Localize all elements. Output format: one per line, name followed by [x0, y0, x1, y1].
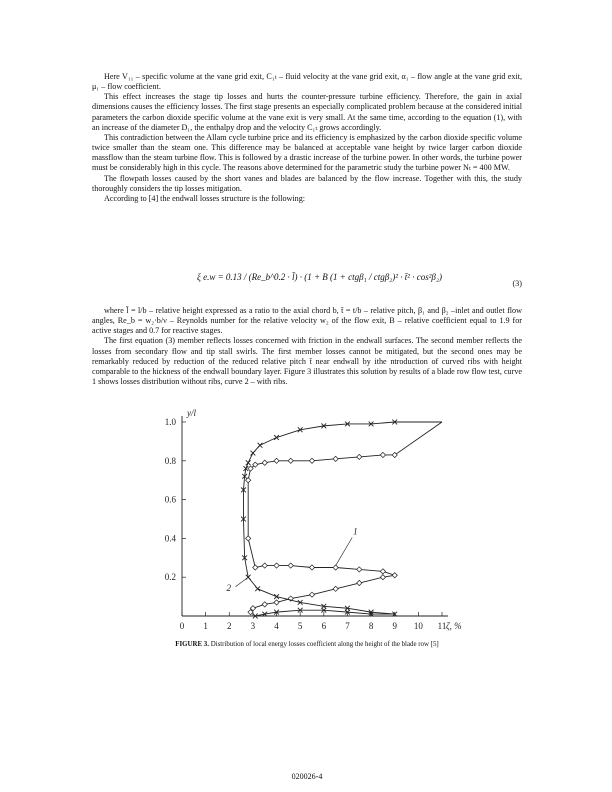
loss-distribution-chart	[150, 404, 462, 644]
paragraph: This effect increases the stage tip losses and hurts the counter-pressure turbine efficiency. Therefore, the gain in axial dimensions causes the efficiency losses. The first stage presents an especially complicated problem because at the considered initial parameters the carbon dioxide specific volume at the vane exit is very small. At the same time, according to the equation (1), with an increase of the diameter D₁, the enthalpy drop and the velocity C₁ₜ grows accordingly.	[92, 92, 522, 132]
figure-caption-text: Distribution of local energy losses coefficient along the height of the blade row [5]	[208, 641, 439, 648]
series-1-point	[274, 458, 279, 463]
paragraph: The first equation (3) member reflects losses concerned with friction in the endwall surfaces. The second member reflects the losses from secondary flow and tip stall swirls. The first member losses cannot be mitigated, but the second ones may be remarkably reduced by reduction of the reduced relative pitch t̄ near endwall by ithe ntroduction of curved ribs with height comparable to the hickness of the endwall boundary layer. Figure 3 illustrates this solution by results of a blade row flow test, curve 1 shows losses distribution without ribs, curve 2 – with ribs.	[92, 336, 522, 387]
series-1-point	[357, 580, 362, 585]
series-1-point	[333, 565, 338, 570]
paragraph: According to [4] the endwall losses structure is the following:	[104, 193, 306, 203]
series-1-point	[380, 452, 385, 457]
y-tick-label: 0.2	[164, 572, 176, 583]
series-2-point	[255, 586, 260, 591]
series-1-point	[253, 565, 258, 570]
x-tick-label: 1	[203, 621, 208, 631]
x-tick-label: 2	[227, 621, 232, 631]
curve-2-leader	[235, 577, 248, 587]
figure-caption	[92, 641, 522, 648]
x-tick-label: 7	[345, 621, 350, 631]
curve-1-leader	[336, 538, 353, 566]
paragraph: The flowpath losses caused by the short vanes and blades are balanced by the flow increase. Together with this, the study thoroughly considers the tip losses mitigation.	[92, 173, 522, 193]
x-tick-label: 4	[274, 621, 279, 631]
x-tick-label: 11	[437, 621, 447, 631]
series-1-point	[357, 567, 362, 572]
x-axis-label: ζ, %	[446, 621, 462, 631]
y-tick-label: 1.0	[164, 417, 176, 427]
series-2-point	[251, 451, 256, 456]
equation-number: (3)	[512, 279, 522, 288]
series-1-point	[333, 456, 338, 461]
figure-caption-label: FIGURE 3.	[175, 641, 209, 648]
series-1-point	[262, 602, 267, 607]
paragraph: where l̄ = l/b – relative height expressed as a ratio to the axial chord b, t̄ = t/b – relative pitch, β₁ and β₂ –inlet and outlet flow angles, Re_b = w₂·b/ν – Reynolds number for the relative velocity w₂ of the flow exit, B – relative coefficient equal to 1.9 for active stages and 0.7 for reactive stages.	[92, 306, 522, 336]
x-tick-label: 8	[368, 621, 374, 631]
x-tick-label: 0	[179, 621, 185, 631]
body-text-top	[92, 72, 522, 204]
series-1-point	[274, 563, 279, 568]
page-number: 020026-4	[291, 772, 323, 781]
series-1-point	[246, 536, 251, 541]
series-1-line	[248, 422, 442, 612]
paragraph: Here V₁₁ – specific volume at the vane grid exit, C₁ₜ – fluid velocity at the vane grid exit, α₁ – flow angle at the vane grid exit, μ₁ – flow coefficient.	[92, 72, 522, 92]
series-1-point	[309, 592, 314, 597]
series-1-point	[392, 573, 397, 578]
y-tick-label: 0.6	[164, 494, 176, 505]
curve-2-label: 2	[226, 582, 231, 593]
series-1-point	[309, 565, 314, 570]
series-1-point	[357, 454, 362, 459]
x-tick-label: 3	[250, 621, 256, 631]
series-1-point	[380, 575, 385, 580]
series-1-point	[288, 458, 293, 463]
series-1-point	[380, 569, 385, 574]
body-text-bottom	[92, 306, 522, 387]
series-1-point	[288, 563, 293, 568]
x-tick-label: 6	[321, 621, 327, 631]
x-tick-label: 5	[297, 621, 303, 631]
curve-1-label: 1	[353, 526, 358, 537]
y-tick-label: 0.8	[164, 455, 176, 466]
series-1-point	[333, 586, 338, 591]
series-2-point	[274, 435, 279, 440]
equation-3	[92, 268, 522, 302]
figure-3	[150, 404, 462, 644]
series-1-point	[262, 460, 267, 465]
x-tick-label: 10	[413, 621, 423, 631]
series-1-point	[262, 563, 267, 568]
series-2-point	[258, 443, 263, 448]
series-1-point	[274, 600, 279, 605]
x-tick-label: 9	[392, 621, 397, 631]
y-axis-label: y/l	[187, 408, 196, 418]
series-1-point	[309, 458, 314, 463]
paragraph: This contradiction between the Allam cycle turbine price and its efficiency is emphasized by the carbon dioxide specific volume twice smaller than the steam one. This difference may be balanced at acceptable vane height by twice larger carbon dioxide massflow than the steam turbine flow. This is followed by a drastic increase of the turbine power. In other words, the turbine power must be considerably high in this cycle. The reasons above determined for the parametric study the turbine power Nₜ = 400 MW.	[92, 132, 522, 173]
series-2-point	[246, 460, 251, 465]
y-tick-label: 0.4	[164, 533, 176, 544]
series-1-point	[392, 452, 397, 457]
equation-formula: ξ e.w = 0.13 / (Re_b^0.2 · l̄) · (1 + B (1 + ctgβ₁ / ctgβ₂)² · t̄² · cos²β₂)	[197, 272, 443, 282]
